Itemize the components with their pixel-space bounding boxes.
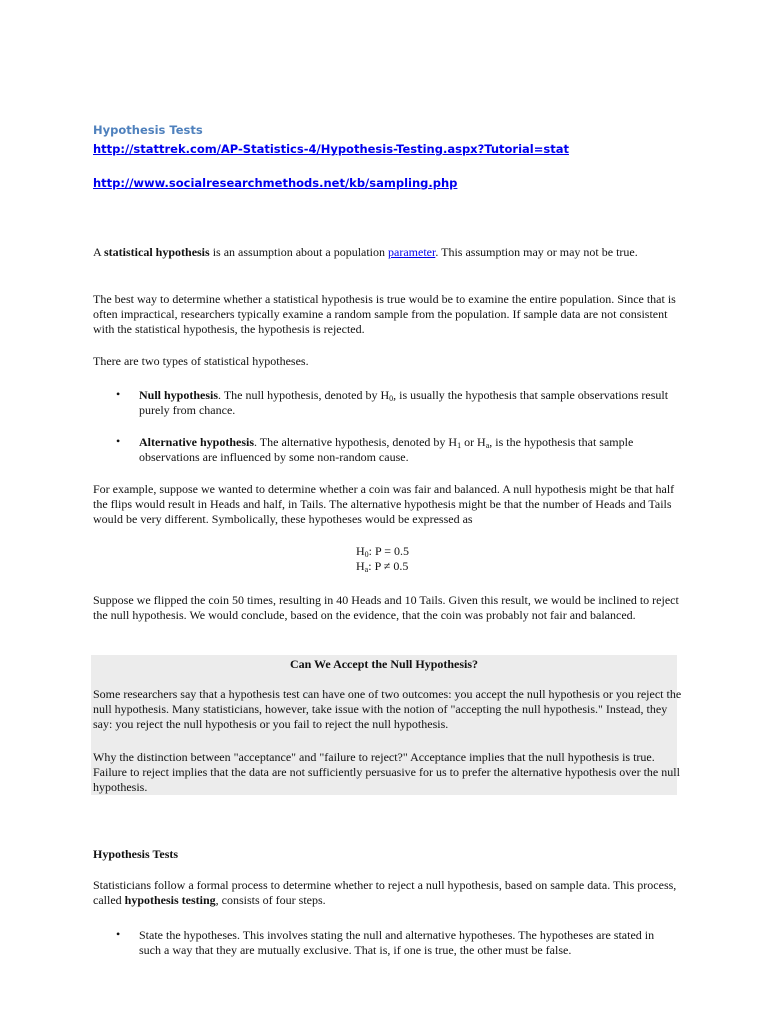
accept-null-title: Can We Accept the Null Hypothesis? xyxy=(289,657,479,671)
step-1-item: State the hypotheses. This involves stating the null and alternative hypotheses. The hypotheses are stated in such a way that they are mutually exclusive. That is, if one is true, the other must be false. xyxy=(139,928,655,957)
null-formula: $H_0$: P = 0.5 xyxy=(356,544,410,559)
alternative-formula: $H_a$: P ≠ 0.5 xyxy=(356,559,409,574)
coin-example-paragraph: For example, suppose we wanted to determine whether a coin was fair and balanced. A null hypothesis might be that half the flips would result in Heads and half, in Tails. The alternative hypothesis might be that the number of Heads and Tails would be very different. Symbolically, these hypotheses would be expressed as xyxy=(93,482,675,526)
statistical-hypothesis-term: statistical hypothesis xyxy=(104,245,210,259)
bullet-null: • xyxy=(116,387,121,401)
bullet-step-1: • xyxy=(116,927,121,941)
coin-result-paragraph: Suppose we flipped the coin 50 times, resulting in 40 Heads and 10 Tails. Given this result, we would be inclined to reject the null hypothesis. We would conclude, based on the evidence, that the coin was probably not fair and balanced. xyxy=(93,593,679,622)
socialresearch-link[interactable]: http://www.socialresearchmethods.net/kb/sampling.php xyxy=(93,176,458,190)
testing-process-paragraph: Statisticians follow a formal process to determine whether to reject a null hypothesis, based on sample data. This process, called hypothesis testing, consists of four steps. xyxy=(93,878,677,907)
population-paragraph: The best way to determine whether a statistical hypothesis is true would be to examine the entire population. Since that is often impractical, researchers typically examine a random sample from the population. If sample data are not consistent with the statistical hypothesis, the hypothesis is rejected. xyxy=(93,292,676,336)
definition-paragraph: A statistical hypothesis is an assumption about a population parameter. This assumption may or may not be true. xyxy=(93,245,638,259)
document-heading: Hypothesis Tests xyxy=(93,123,203,137)
accept-null-paragraph-1: Some researchers say that a hypothesis test can have one of two outcomes: you accept the null hypothesis or you reject the null hypothesis. Many statisticians, however, take issue with the notion of "accepting the null hypothesis." Instead, they say: you reject the null hypothesis or you fail to reject the null hypothesis. xyxy=(93,687,682,731)
bullet-alternative: • xyxy=(116,434,121,448)
section-heading: Hypothesis Tests xyxy=(93,847,179,861)
stattrek-link[interactable]: http://stattrek.com/AP-Statistics-4/Hypothesis-Testing.aspx?Tutorial=stat xyxy=(93,142,569,156)
hypothesis-testing-term: hypothesis testing xyxy=(124,893,216,907)
parameter-link[interactable]: parameter xyxy=(388,245,436,259)
types-intro-paragraph: There are two types of statistical hypotheses. xyxy=(93,354,309,368)
null-hypothesis-item: Null hypothesis. The null hypothesis, denoted by $H_0$, is usually the hypothesis that sample observations result purely from chance. xyxy=(139,388,669,417)
accept-null-paragraph-2: Why the distinction between "acceptance" and "failure to reject?" Acceptance implies that the null hypothesis is true. Failure to reject implies that the data are not sufficiently persuasive for us to prefer the alternative hypothesis over the null hypothesis. xyxy=(93,750,680,794)
alternative-hypothesis-item: Alternative hypothesis. The alternative hypothesis, denoted by $H_1$ or $H_a$, is the hypothesis that sample observations are influenced by some non-random cause. xyxy=(139,435,634,464)
